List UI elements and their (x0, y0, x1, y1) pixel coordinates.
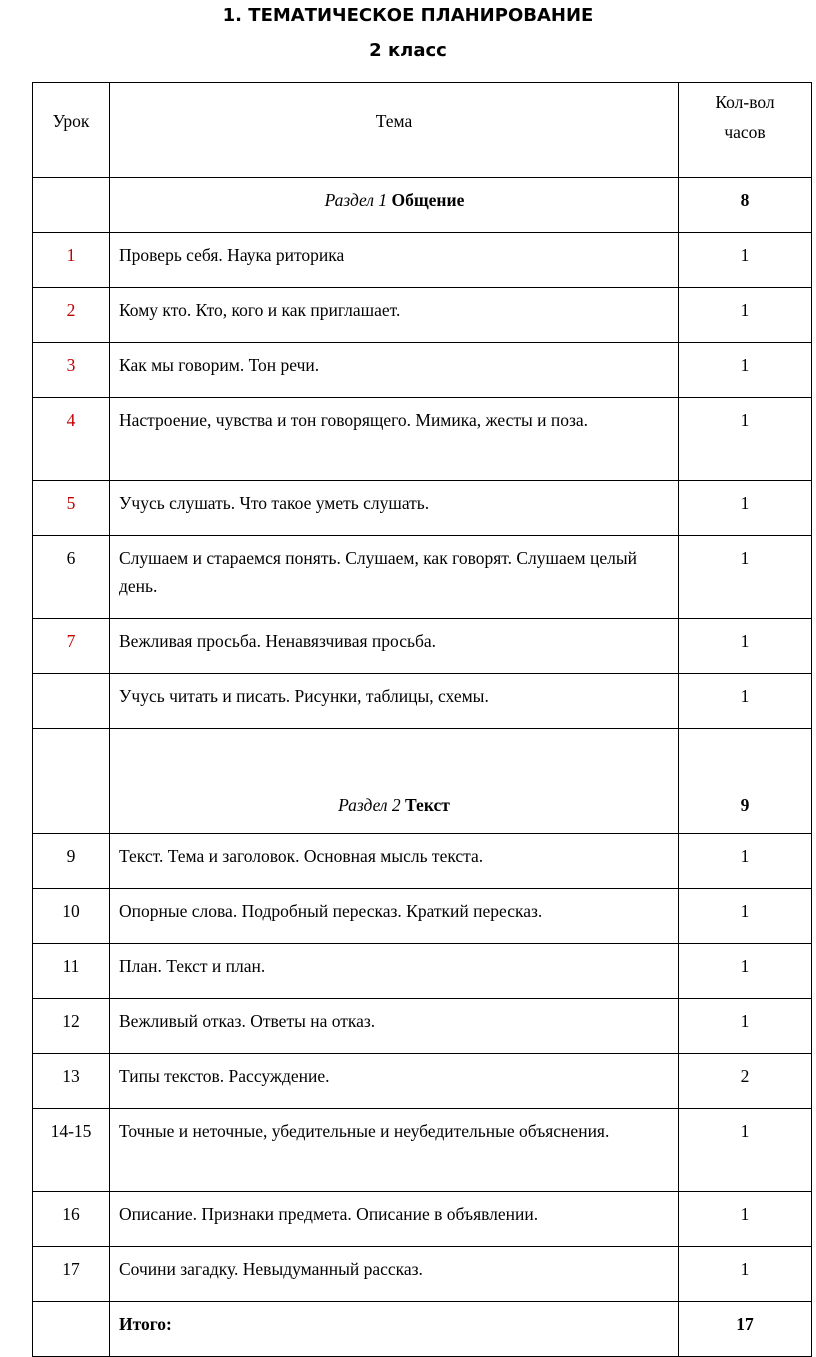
document-subtitle: 2 класс (369, 40, 447, 61)
lesson-hours: 1 (679, 1247, 812, 1302)
lesson-topic: Сочини загадку. Невыдуманный рассказ. (110, 1247, 679, 1302)
section-label: Раздел 2 (338, 795, 401, 815)
section-hours: 8 (679, 178, 812, 233)
lesson-number: 13 (33, 1054, 110, 1109)
section-hours: 9 (679, 729, 812, 834)
lesson-hours: 1 (679, 233, 812, 288)
header-hours-line1: Кол-вол (715, 92, 775, 112)
lesson-topic: Проверь себя. Наука риторика (110, 233, 679, 288)
section-name: Текст (405, 795, 450, 815)
table-row (33, 944, 812, 999)
lesson-topic: Слушаем и стараемся понять. Слушаем, как говорят. Слушаем целый день. (110, 536, 679, 619)
thematic-plan-table (32, 82, 812, 1357)
lesson-hours: 1 (679, 1109, 812, 1192)
lesson-topic: Учусь читать и писать. Рисунки, таблицы, схемы. (110, 674, 679, 729)
table-row (33, 481, 812, 536)
section-title-cell (110, 729, 679, 834)
lesson-topic: Кому кто. Кто, кого и как приглашает. (110, 288, 679, 343)
table-row (33, 1109, 812, 1192)
lesson-topic: План. Текст и план. (110, 944, 679, 999)
lesson-number: 16 (33, 1192, 110, 1247)
table-row (33, 1054, 812, 1109)
lesson-hours: 1 (679, 288, 812, 343)
lesson-hours: 1 (679, 343, 812, 398)
lesson-number: 12 (33, 999, 110, 1054)
lesson-topic: Вежливый отказ. Ответы на отказ. (110, 999, 679, 1054)
lesson-topic: Точные и неточные, убедительные и неубедительные объяснения. (110, 1109, 679, 1192)
lesson-number: 6 (33, 536, 110, 619)
lesson-hours: 1 (679, 398, 812, 481)
document-title: 1. ТЕМАТИЧЕСКОЕ ПЛАНИРОВАНИЕ (222, 5, 594, 26)
section-empty-cell (33, 729, 110, 834)
lesson-topic: Вежливая просьба. Ненавязчивая просьба. (110, 619, 679, 674)
lesson-number (33, 674, 110, 729)
lesson-number: 4 (33, 398, 110, 481)
lesson-hours: 1 (679, 619, 812, 674)
section-title-cell (110, 178, 679, 233)
header-lesson: Урок (33, 83, 110, 178)
table-row (33, 233, 812, 288)
total-hours: 17 (679, 1302, 812, 1357)
table-row (33, 674, 812, 729)
table-row (33, 889, 812, 944)
section-row (33, 178, 812, 233)
lesson-hours: 1 (679, 674, 812, 729)
table-row (33, 619, 812, 674)
table-row (33, 999, 812, 1054)
lesson-hours: 1 (679, 481, 812, 536)
lesson-topic: Настроение, чувства и тон говорящего. Мимика, жесты и поза. (110, 398, 679, 481)
lesson-number: 3 (33, 343, 110, 398)
table-row (33, 1247, 812, 1302)
lesson-hours: 1 (679, 536, 812, 619)
lesson-number: 14-15 (33, 1109, 110, 1192)
lesson-number: 7 (33, 619, 110, 674)
table-row (33, 834, 812, 889)
table-header-row (33, 83, 812, 178)
table-row (33, 398, 812, 481)
total-label: Итого: (110, 1302, 679, 1357)
lesson-hours: 1 (679, 999, 812, 1054)
lesson-number: 5 (33, 481, 110, 536)
header-topic: Тема (110, 83, 679, 178)
lesson-number: 1 (33, 233, 110, 288)
lesson-topic: Типы текстов. Рассуждение. (110, 1054, 679, 1109)
lesson-number: 9 (33, 834, 110, 889)
lesson-hours: 2 (679, 1054, 812, 1109)
lesson-topic: Опорные слова. Подробный пересказ. Краткий пересказ. (110, 889, 679, 944)
lesson-hours: 1 (679, 834, 812, 889)
header-hours-line2: часов (724, 122, 766, 142)
lesson-topic: Текст. Тема и заголовок. Основная мысль текста. (110, 834, 679, 889)
section-name: Общение (391, 190, 465, 210)
lesson-number: 17 (33, 1247, 110, 1302)
lesson-number: 2 (33, 288, 110, 343)
total-empty-cell (33, 1302, 110, 1357)
section-row (33, 729, 812, 834)
lesson-number: 11 (33, 944, 110, 999)
table-row (33, 288, 812, 343)
section-empty-cell (33, 178, 110, 233)
table-row (33, 343, 812, 398)
lesson-hours: 1 (679, 944, 812, 999)
lesson-number: 10 (33, 889, 110, 944)
total-row (33, 1302, 812, 1357)
table-row (33, 536, 812, 619)
lesson-topic: Описание. Признаки предмета. Описание в объявлении. (110, 1192, 679, 1247)
lesson-topic: Как мы говорим. Тон речи. (110, 343, 679, 398)
lesson-topic: Учусь слушать. Что такое уметь слушать. (110, 481, 679, 536)
lesson-hours: 1 (679, 889, 812, 944)
lesson-hours: 1 (679, 1192, 812, 1247)
table-row (33, 1192, 812, 1247)
header-hours (679, 83, 812, 178)
section-label: Раздел 1 (324, 190, 388, 210)
